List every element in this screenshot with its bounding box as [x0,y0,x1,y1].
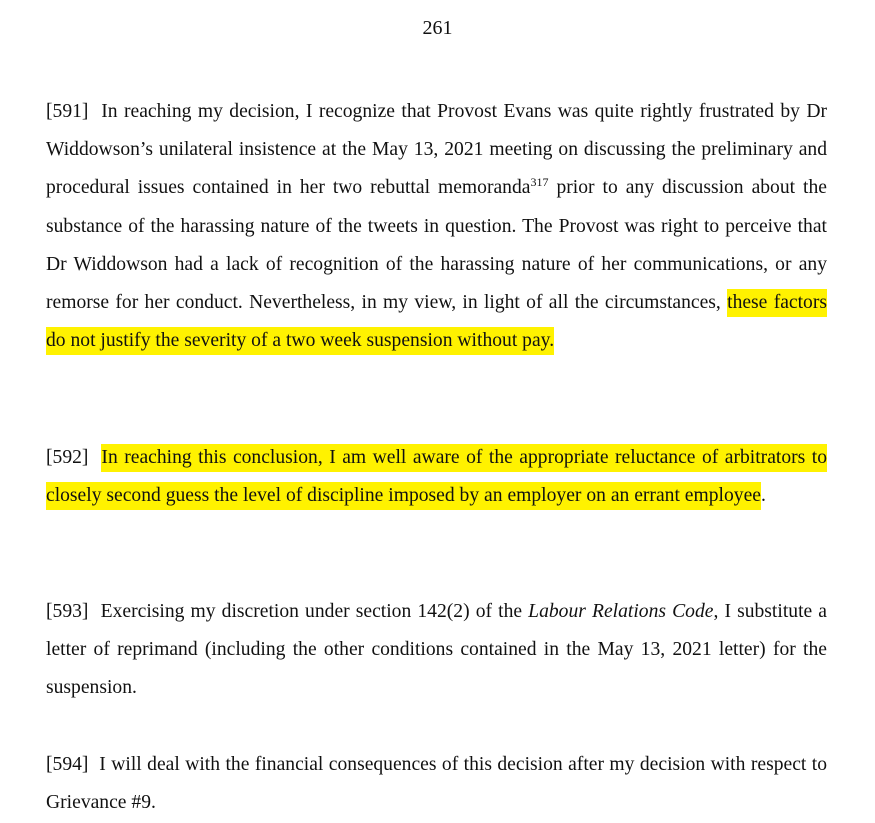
paragraph-text: . [760,485,766,507]
paragraph-text: , I substitute a letter of reprimand (including the other conditions contained in the May 13, 2021 letter) for the suspension. [46,601,828,699]
paragraph-text: prior to any discussion about the substance of the harassing nature of the tweets in question. The Provost was right to perceive that Dr Widdowson had a lack of recognition of the harassing nature of her communications, or any remorse for her conduct. Nevertheless, in my view, in light of all the circumstances, [46,177,827,314]
paragraph-number: [594] [46,754,89,775]
footnote-reference: 317 [530,175,549,190]
paragraph-number: [592] [46,447,89,468]
paragraph-593 [46,593,827,708]
paragraph-text: Exercising my discretion under section 142(2) of the [100,601,529,622]
paragraph-number: [591] [46,101,89,122]
paragraph-text: I will deal with the financial consequences of this decision after my decision with respect to Grievance #9. [46,754,827,814]
highlighted-text: In reaching this conclusion, I am well aware of the appropriate reluctance of arbitrators to closely second guess the level of discipline imposed by an employer on an errant employee [46,444,827,510]
paragraph-number: [593] [46,601,89,622]
paragraph-591 [46,93,827,360]
statute-title: Labour Relations Code [528,601,714,622]
paragraph-592 [46,439,827,515]
highlighted-text: these factors do not justify the severity of a two week suspension without pay. [46,289,827,355]
paragraph-text: In reaching my decision, I recognize that Provost Evans was quite rightly frustrated by Dr Widdowson’s unilateral insistence at the May 13, 2021 meeting on discussing the preliminary and procedural issues contained in her two rebuttal memoranda [46,101,827,199]
page-number: 261 [422,17,453,39]
paragraph-594 [46,746,827,822]
